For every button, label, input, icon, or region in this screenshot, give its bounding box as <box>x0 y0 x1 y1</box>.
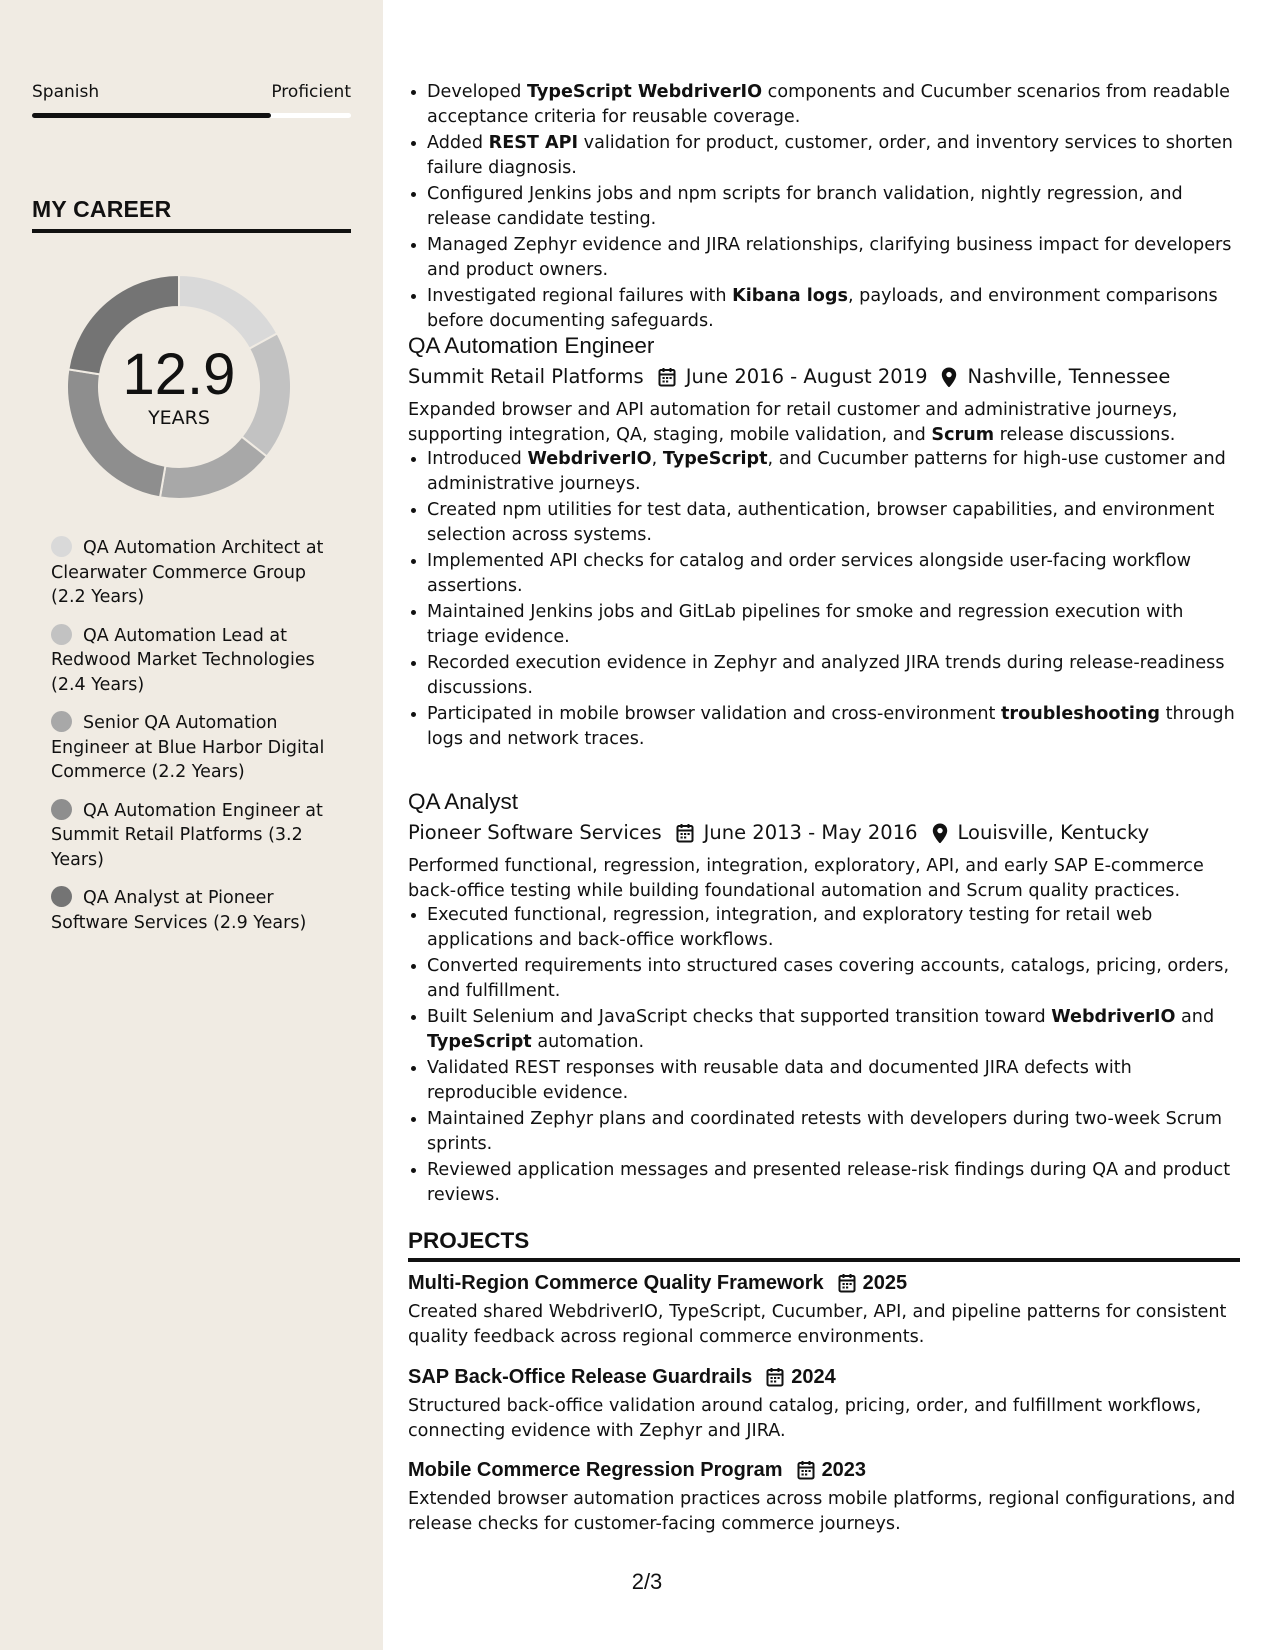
job-company: Pioneer Software Services <box>408 821 662 844</box>
bullet-list <box>408 903 1240 1207</box>
job-dates: June 2016 - August 2019 <box>685 365 928 388</box>
calendar-icon <box>676 823 694 843</box>
projects-heading: PROJECTS <box>408 1228 1240 1262</box>
sidebar <box>0 0 383 1650</box>
job-company: Summit Retail Platforms <box>408 365 644 388</box>
calendar-icon <box>838 1273 856 1293</box>
career-legend-label: QA Automation Engineer at Summit Retail Platforms (3.2 Years) <box>51 800 323 870</box>
bullet-list <box>408 80 1240 333</box>
calendar-icon <box>797 1460 815 1480</box>
bullet-item: • Maintained Jenkins jobs and GitLab pipelines for smoke and regression execution with triage evidence. <box>427 600 1240 649</box>
job-location: Nashville, Tennessee <box>967 365 1171 388</box>
project-description: Structured back-office validation around catalog, pricing, order, and fulfillment workflows, connecting evidence with Zephyr and JIRA. <box>408 1396 1202 1441</box>
location-pin-icon <box>932 823 948 844</box>
project-entry <box>408 1363 1240 1443</box>
language-name: Spanish <box>32 82 100 102</box>
career-total-unit: YEARS <box>148 407 210 429</box>
career-legend-label: QA Automation Architect at Clearwater Commerce Group (2.2 Years) <box>51 538 324 607</box>
legend-dot-icon <box>51 799 72 820</box>
project-title-row <box>408 1456 1240 1484</box>
emphasis-text: REST API <box>488 133 579 153</box>
bullet-item: • Maintained Zephyr plans and coordinated retests with developers during two-week Scrum sprints. <box>427 1107 1240 1156</box>
project-title: SAP Back-Office Release Guardrails <box>408 1366 753 1388</box>
bullet-item: • Investigated regional failures with Kibana logs, payloads, and environment comparisons before documenting safeguards. <box>427 284 1240 333</box>
career-legend-item <box>51 624 331 698</box>
emphasis-text: WebdriverIO <box>1051 1007 1176 1027</box>
project-entry <box>408 1456 1240 1536</box>
project-entry <box>408 1269 1240 1349</box>
job-summary: Performed functional, regression, integration, exploratory, API, and early SAP E-commerce back-office testing while building foundational automation and Scrum quality practices. <box>408 856 1204 901</box>
project-year: 2024 <box>791 1366 836 1388</box>
bullet-item: • Built Selenium and JavaScript checks that supported transition toward WebdriverIO and TypeScript automation. <box>427 1005 1240 1054</box>
emphasis-text: TypeScript <box>662 449 768 469</box>
job-title: QA Automation Engineer <box>408 333 655 358</box>
bullet-item: • Validated REST responses with reusable data and documented JIRA defects with reproducible evidence. <box>427 1056 1240 1105</box>
career-legend-item <box>51 799 331 873</box>
project-year: 2023 <box>821 1459 867 1481</box>
language-level: Proficient <box>271 82 351 102</box>
bullet-item: • Developed TypeScript WebdriverIO components and Cucumber scenarios from readable acceptance criteria for reusable coverage. <box>427 80 1240 129</box>
bullet-item: • Reviewed application messages and presented release-risk findings during QA and product reviews. <box>427 1158 1240 1207</box>
bullet-item: • Converted requirements into structured cases covering accounts, catalogs, pricing, orders, and fulfillment. <box>427 954 1240 1003</box>
bullet-item: • Recorded execution evidence in Zephyr and analyzed JIRA trends during release-readiness discussions. <box>427 651 1240 700</box>
career-donut-chart <box>66 274 292 500</box>
job-dates: June 2013 - May 2016 <box>703 821 918 844</box>
previous-job-bullets <box>408 80 1240 335</box>
project-description: Extended browser automation practices across mobile platforms, regional configurations, and release checks for customer-facing commerce journeys. <box>408 1489 1236 1534</box>
legend-dot-icon <box>51 624 72 645</box>
career-legend-label: QA Analyst at Pioneer Software Services (2.9 Years) <box>51 888 307 933</box>
job-meta <box>408 819 1240 847</box>
career-total-years: 12.9 <box>122 342 236 407</box>
job-entry <box>408 787 1240 1209</box>
job-title: QA Analyst <box>408 789 519 814</box>
calendar-icon <box>658 367 676 387</box>
donut-center <box>66 274 292 500</box>
emphasis-text: WebdriverIO <box>527 449 652 469</box>
career-legend-item <box>51 536 331 610</box>
job-entry <box>408 331 1240 753</box>
page-number: 2/3 <box>631 1569 663 1594</box>
emphasis-text: troubleshooting <box>1001 704 1161 724</box>
language-row <box>32 82 351 102</box>
job-meta <box>408 363 1240 391</box>
project-title-row <box>408 1363 1240 1391</box>
project-year: 2025 <box>862 1272 908 1294</box>
career-heading: MY CAREER <box>32 196 351 233</box>
job-summary: Expanded browser and API automation for retail customer and administrative journeys, supporting integration, QA, staging, mobile validation, and Scrum release discussions. <box>408 400 1178 445</box>
career-legend <box>51 536 331 949</box>
project-title: Multi-Region Commerce Quality Framework <box>408 1272 824 1294</box>
main-content <box>408 0 1240 1650</box>
bullet-item: • Added REST API validation for product, customer, order, and inventory services to shorten failure diagnosis. <box>427 131 1240 180</box>
language-proficiency-fill <box>32 113 271 118</box>
emphasis-text: Kibana logs <box>732 286 848 306</box>
bullet-item: • Created npm utilities for test data, authentication, browser capabilities, and environment selection across systems. <box>427 498 1240 547</box>
language-proficiency-bar <box>32 113 351 118</box>
career-legend-item <box>51 886 331 935</box>
calendar-icon <box>766 1367 784 1387</box>
legend-dot-icon <box>51 536 72 557</box>
project-description: Created shared WebdriverIO, TypeScript, Cucumber, API, and pipeline patterns for consistent quality feedback across regional commerce environments. <box>408 1302 1227 1347</box>
emphasis-text: TypeScript <box>427 1031 532 1052</box>
career-legend-label: Senior QA Automation Engineer at Blue Harbor Digital Commerce (2.2 Years) <box>51 713 325 782</box>
job-location: Louisville, Kentucky <box>957 821 1150 844</box>
project-title: Mobile Commerce Regression Program <box>408 1459 783 1481</box>
bullet-item: • Participated in mobile browser validation and cross-environment troubleshooting through logs and network traces. <box>427 702 1240 751</box>
bullet-item: • Implemented API checks for catalog and order services alongside user-facing workflow assertions. <box>427 549 1240 598</box>
bullet-item: • Introduced WebdriverIO, TypeScript, and Cucumber patterns for high-use customer and administrative journeys. <box>427 447 1240 496</box>
bullet-item: • Configured Jenkins jobs and npm scripts for branch validation, nightly regression, and release candidate testing. <box>427 182 1240 231</box>
project-title-row <box>408 1269 1240 1297</box>
bullet-item: • Executed functional, regression, integration, and exploratory testing for retail web applications and back-office workflows. <box>427 903 1240 952</box>
bullet-item: • Managed Zephyr evidence and JIRA relationships, clarifying business impact for developers and product owners. <box>427 233 1240 282</box>
emphasis-text: Scrum <box>931 424 995 445</box>
career-legend-label: QA Automation Lead at Redwood Market Technologies (2.4 Years) <box>51 625 315 695</box>
emphasis-text: TypeScript WebdriverIO <box>527 82 763 102</box>
location-pin-icon <box>941 367 957 388</box>
career-legend-item <box>51 711 331 785</box>
legend-dot-icon <box>51 711 72 732</box>
bullet-list <box>408 447 1240 751</box>
legend-dot-icon <box>51 886 72 907</box>
